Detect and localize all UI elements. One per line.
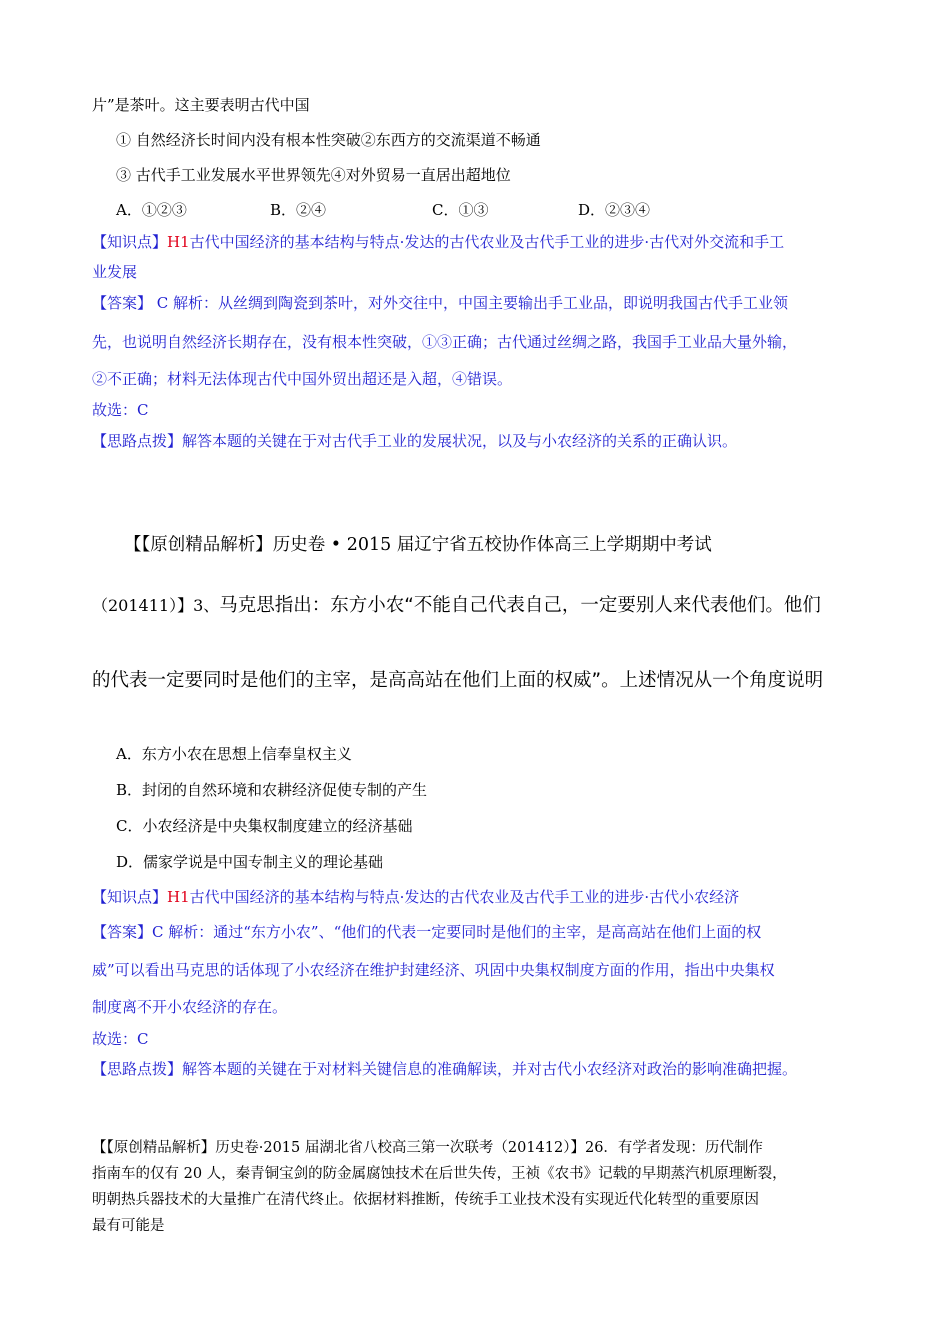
- q1-answer-line-3: ②不正确；材料无法体现古代中国外贸出超还是入超，④错误。: [92, 370, 513, 388]
- option-letter: C．: [116, 817, 143, 835]
- q2-source-line-1: 【【原创精品解析】历史卷 • 2015 届辽宁省五校协作体高三上学期期中考试: [124, 535, 712, 555]
- q2-answer-line-2: 威”可以看出马克思的话体现了小农经济在维护封建经济、巩固中央集权制度方面的作用，指出中央集权: [92, 961, 775, 979]
- option-letter: D．: [116, 853, 144, 871]
- q2-stem-line-1: [92, 593, 821, 619]
- q3-line-3: 明朝热兵器技术的大量推广在清代终止。依据材料推断，传统手工业技术没有实现近代化转型的重要原因: [92, 1192, 759, 1208]
- q1-option-a: A．①②③: [116, 201, 187, 219]
- q2-source-line-2: （201411）】3、: [92, 596, 220, 615]
- q1-knowledge-line-1: [92, 231, 784, 253]
- q2-choice: 故选：C: [92, 1030, 149, 1048]
- q1-item-line-1: ① 自然经济长时间内没有根本性突破②东西方的交流渠道不畅通: [116, 131, 541, 149]
- q2-option-c: [116, 815, 413, 837]
- q1-answer-line-1: 【答案】 C 解析：从丝绸到陶瓷到茶叶，对外交往中，中国主要输出手工业品，即说明我国古代手工业领: [92, 294, 789, 312]
- q3-line-1: 【【原创精品解析】历史卷·2015 届湖北省八校高三第一次联考（201412）】26．有学者发现：历代制作: [92, 1140, 763, 1156]
- q1-item-line-2: ③ 古代手工业发展水平世界领先④对外贸易一直居出超地位: [116, 166, 511, 184]
- option-text: 小农经济是中央集权制度建立的经济基础: [142, 817, 413, 835]
- q3-line-2: 指南车的仅有 20 人，秦青铜宝剑的防金属腐蚀技术在后世失传，王祯《农书》记载的早期蒸汽机原理断裂，: [92, 1166, 787, 1182]
- q2-stem-text-1: 马克思指出：东方小农“不能自己代表自己，一定要别人来代表他们。他们: [219, 595, 821, 616]
- knowledge-tag: 【知识点】: [92, 233, 168, 251]
- q1-choice: 故选：C: [92, 401, 149, 419]
- q2-knowledge: [92, 886, 739, 908]
- q2-option-b: [116, 779, 427, 801]
- knowledge-text: 古代中国经济的基本结构与特点·发达的古代农业及古代手工业的进步·古代小农经济: [189, 888, 740, 906]
- q3-line-4: 最有可能是: [92, 1218, 165, 1234]
- knowledge-code: H1: [167, 233, 190, 251]
- q2-stem-line-2: 的代表一定要同时是他们的主宰，是高高站在他们上面的权威”。上述情况从一个角度说明: [92, 670, 824, 691]
- q1-option-d: D．②③④: [578, 201, 651, 219]
- q1-tips: 【思路点拨】解答本题的关键在于对古代手工业的发展状况，以及与小农经济的关系的正确认识。: [92, 432, 738, 450]
- q1-stem-tail: 片”是茶叶。这主要表明古代中国: [92, 96, 310, 114]
- knowledge-tag: 【知识点】: [92, 888, 168, 906]
- q2-tips: 【思路点拨】解答本题的关键在于对材料关键信息的准确解读，并对古代小农经济对政治的影响准确把握。: [92, 1060, 798, 1078]
- q1-knowledge-line-2: 业发展: [92, 263, 138, 281]
- q2-answer-line-1: 【答案】C 解析：通过“东方小农”、“他们的代表一定要同时是他们的主宰，是高高站在他们上面的权: [92, 923, 762, 941]
- option-text: 封闭的自然环境和农耕经济促使专制的产生: [142, 781, 428, 799]
- q1-answer-line-2: 先，也说明自然经济长期存在，没有根本性突破，①③正确；古代通过丝绸之路，我国手工业品大量外输，: [92, 333, 798, 351]
- q1-option-b: B．②④: [270, 201, 327, 219]
- option-text: 儒家学说是中国专制主义的理论基础: [143, 853, 384, 871]
- q2-option-d: [116, 851, 383, 873]
- knowledge-text: 古代中国经济的基本结构与特点·发达的古代农业及古代手工业的进步·古代对外交流和手工: [189, 233, 785, 251]
- q2-option-a: [116, 743, 352, 765]
- knowledge-code: H1: [167, 888, 190, 906]
- q1-option-c: C．①③: [432, 201, 489, 219]
- option-letter: B．: [116, 781, 143, 799]
- option-text: 东方小农在思想上信奉皇权主义: [141, 745, 352, 763]
- option-letter: A．: [116, 745, 142, 763]
- q2-answer-line-3: 制度离不开小农经济的存在。: [92, 998, 288, 1016]
